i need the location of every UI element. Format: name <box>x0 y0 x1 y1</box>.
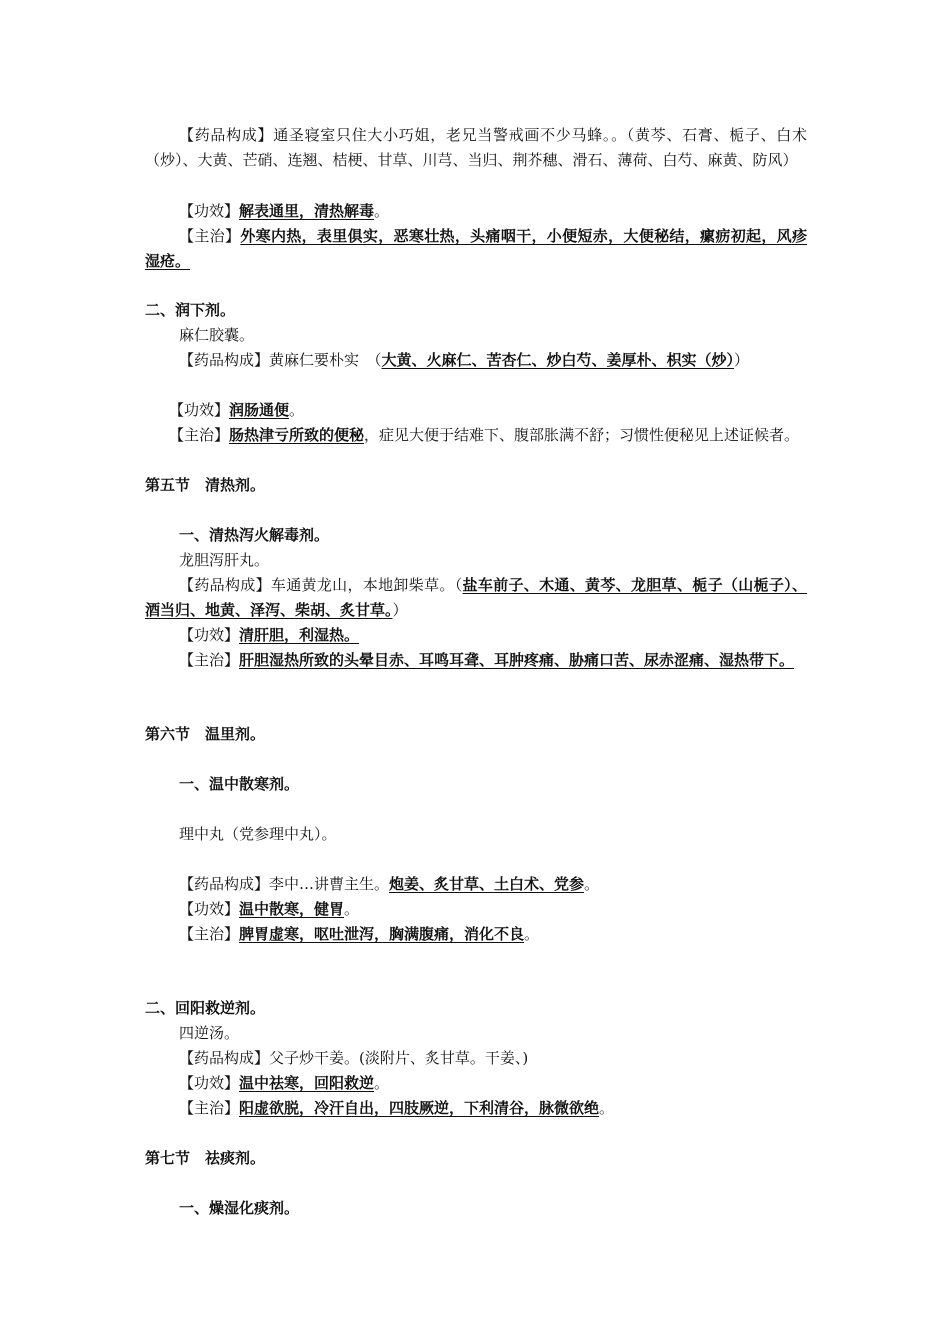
efficacy-label: 【功效】 <box>179 202 240 220</box>
subsection-heading: 二、润下剂。 <box>145 301 236 319</box>
efficacy-text: 润肠通便 <box>229 401 290 419</box>
composition-paragraph: 【药品构成】车通黄龙山，本地卸柴草。（盐车前子、木通、黄芩、龙胆草、栀子（山栀子）、酒当归、地黄、泽泻、柴胡、炙甘草。） <box>145 576 807 619</box>
drug-name: 四逆汤。 <box>179 1024 240 1042</box>
indication-text: 肝胆湿热所致的头晕目赤、耳鸣耳聋、耳肿疼痛、胁痛口苦、尿赤涩痛、湿热带下。 <box>239 651 795 669</box>
efficacy-line: 【功效】温中散寒，健胃。 <box>179 900 360 918</box>
composition-label: 【药品构成】 <box>179 126 274 144</box>
composition-text: 通圣寝室只住大小巧姐，老兄当警戒画不少马蜂。。（黄芩、石膏、栀子、白术（炒）、大黄、芒硝、连翘、桔梗、甘草、川芎、当归、荆芥穗、滑石、薄荷、白芍、麻黄、防风） <box>145 126 807 169</box>
indication-paragraph: 【主治】肠热津亏所致的便秘，症见大便于结难下、腹部胀满不舒；习惯性便秘见上述证候者。 <box>169 426 800 444</box>
composition-text: 盐车前子、木通、黄芩、龙胆草、栀子（山栀子）、酒当归、地黄、泽泻、柴胡、炙甘草。 <box>145 576 807 619</box>
efficacy-line: 【功效】温中祛寒，回阳救逆。 <box>179 1074 390 1092</box>
drug-name: 麻仁胶囊。 <box>179 326 255 344</box>
section-title: 第五节 清热剂。 <box>145 476 266 494</box>
indication-label: 【主治】 <box>179 227 241 245</box>
drug-name: 龙胆泻肝丸。 <box>179 551 270 569</box>
composition-paragraph <box>145 123 807 173</box>
subsection-heading: 一、燥湿化痰剂。 <box>179 1199 300 1217</box>
section-title: 第六节 温里剂。 <box>145 725 266 743</box>
efficacy-line: 【功效】润肠通便。 <box>169 401 305 419</box>
subsection-heading: 二、回阳救逆剂。 <box>145 999 266 1017</box>
composition-paragraph: 【药品构成】李中…讲曹主生。炮姜、炙甘草、土白术、党参。 <box>179 875 600 893</box>
indication-text: 外寒内热，表里俱实，恶寒壮热，头痛咽干，小便短赤，大便秘结，瘰疬初起，风疹湿疮。 <box>145 227 807 270</box>
indication-text: 肠热津亏所致的便秘 <box>229 426 365 444</box>
indication-line: 【主治】阳虚欲脱，冷汗自出，四肢厥逆，下利清谷，脉微欲绝。 <box>179 1099 615 1117</box>
composition-text: 大黄、火麻仁、苦杏仁、炒白芍、姜厚朴、枳实（炒） <box>381 351 735 369</box>
composition-line: 【药品构成】父子炒干姜。(淡附片、炙甘草。干姜、) <box>179 1049 529 1067</box>
efficacy-line: 【功效】清肝胆，利湿热。 <box>179 626 360 644</box>
efficacy-text: 清肝胆，利湿热。 <box>239 626 360 644</box>
indication-paragraph <box>145 224 807 274</box>
efficacy-text: 解表通里，清热解毒 <box>239 202 375 220</box>
subsection-heading: 一、温中散寒剂。 <box>179 775 300 793</box>
drug-name: 理中丸（党参理中丸）。 <box>179 825 337 843</box>
efficacy-line: 【功效】解表通里，清热解毒。 <box>179 202 390 220</box>
indication-paragraph: 【主治】肝胆湿热所致的头晕目赤、耳鸣耳聋、耳肿疼痛、胁痛口苦、尿赤涩痛、湿热带下。 <box>179 651 795 669</box>
subsection-heading: 一、清热泻火解毒剂。 <box>179 526 330 544</box>
indication-text: 脾胃虚寒，呕吐泄泻，胸满腹痛，消化不良 <box>239 925 525 943</box>
composition-text: 父子炒干姜。(淡附片、炙甘草。干姜、) <box>269 1049 529 1067</box>
efficacy-text: 温中祛寒，回阳救逆 <box>239 1074 375 1092</box>
indication-text: 阳虚欲脱，冷汗自出，四肢厥逆，下利清谷，脉微欲绝 <box>239 1099 600 1117</box>
section-title: 第七节 祛痰剂。 <box>145 1149 266 1167</box>
composition-paragraph: 【药品构成】黄麻仁要朴实 （大黄、火麻仁、苦杏仁、炒白芍、姜厚朴、枳实（炒）） <box>179 351 750 369</box>
composition-text: 炮姜、炙甘草、土白术、党参 <box>389 875 585 893</box>
indication-line: 【主治】脾胃虚寒，呕吐泄泻，胸满腹痛，消化不良。 <box>179 925 540 943</box>
efficacy-text: 温中散寒，健胃 <box>239 900 345 918</box>
